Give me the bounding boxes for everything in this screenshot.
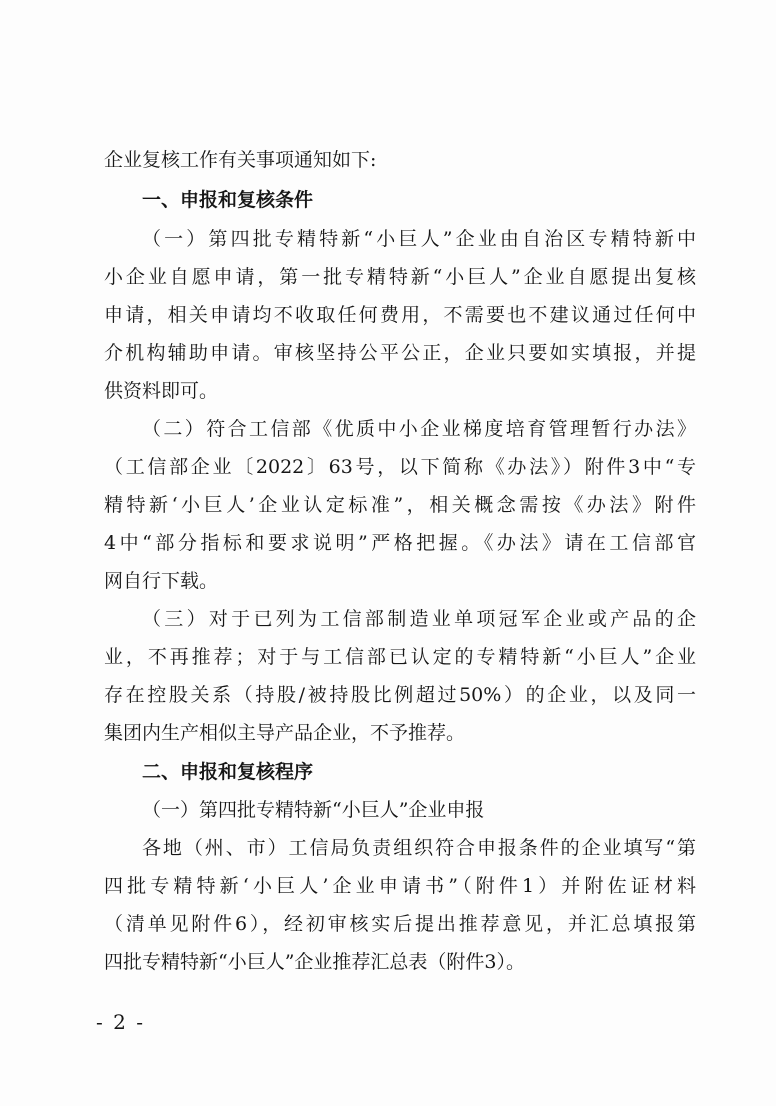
paragraph-3-line-2: 业，不再推荐；对于与工信部已认定的专精特新“小巨人”企业 <box>104 646 696 668</box>
paragraph-2-line-3: 精特新‘小巨人’企业认定标准”，相关概念需按《办法》附件 <box>104 494 696 516</box>
paragraph-1-line-3: 申请，相关申请均不收取任何费用，不需要也不建议通过任何中 <box>104 304 696 326</box>
section-heading-1: 一、申报和复核条件 <box>142 189 314 211</box>
paragraph-4-line-4: 四批专精特新“小巨人”企业推荐汇总表（附件3）。 <box>104 951 526 973</box>
paragraph-2-line-1: （二）符合工信部《优质中小企业梯度培育管理暂行办法》 <box>142 418 696 440</box>
section-heading-2: 二、申报和复核程序 <box>142 761 314 783</box>
paragraph-2-line-5: 网自行下载。 <box>104 570 219 592</box>
paragraph-2-line-4: 4中“部分指标和要求说明”严格把握。《办法》请在工信部官 <box>104 532 696 554</box>
paragraph-2-line-2: （工信部企业〔2022〕63号，以下简称《办法》）附件3中“专 <box>104 456 696 478</box>
paragraph-4-line-3: （清单见附件6），经初审核实后提出推荐意见，并汇总填报第 <box>104 913 696 935</box>
paragraph-1-line-1: （一）第四批专精特新“小巨人”企业由自治区专精特新中 <box>142 228 696 250</box>
paragraph-4-line-1: 各地（州、市）工信局负责组织符合申报条件的企业填写“第 <box>142 837 696 859</box>
paragraph-3-line-4: 集团内生产相似主导产品企业，不予推荐。 <box>104 722 466 744</box>
paragraph-1-line-4: 介机构辅助申请。审核坚持公平公正，企业只要如实填报，并提 <box>104 342 696 364</box>
paragraph-3-line-3: 存在控股关系（持股/被持股比例超过50%）的企业，以及同一 <box>104 684 696 706</box>
paragraph-1-line-5: 供资料即可。 <box>104 380 219 402</box>
paragraph-1-line-2: 小企业自愿申请，第一批专精特新“小巨人”企业自愿提出复核 <box>104 266 696 288</box>
paragraph-3-line-1: （三）对于已列为工信部制造业单项冠军企业或产品的企 <box>142 608 696 630</box>
page-number: - 2 - <box>96 1010 145 1034</box>
subheading-1: （一）第四批专精特新“小巨人”企业申报 <box>142 799 485 821</box>
paragraph-4-line-2: 四批专精特新‘小巨人’企业申请书”（附件1）并附佐证材料 <box>104 875 696 897</box>
intro-line: 企业复核工作有关事项通知如下: <box>104 149 377 171</box>
